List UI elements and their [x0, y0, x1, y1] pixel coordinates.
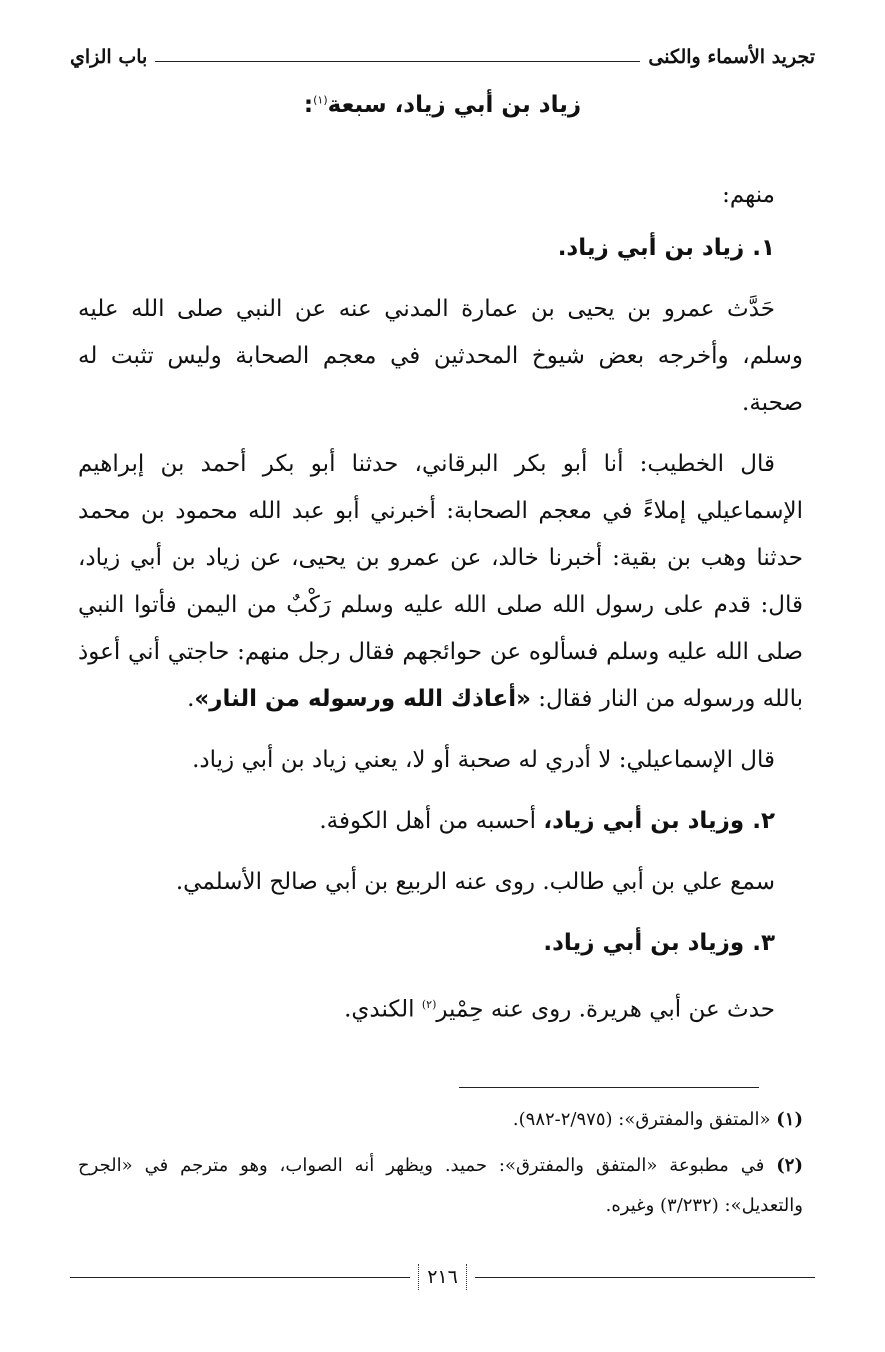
header-book-title: تجريد الأسماء والكنى: [648, 46, 815, 68]
footnote-1: [78, 1100, 803, 1140]
entry-1-paragraph-2-text: قال الخطيب: أنا أبو بكر البرقاني، حدثنا أبو بكر أحمد بن إبراهيم الإسماعيلي إملاءً في معجم الصحابة: أخبرني أبو عبد الله محمود بن محمد حدثنا وهب بن بقية: أخبرنا خالد، عن عمرو بن يحيى، عن زياد بن أبي زياد، قال: قدم على رسول الله صلى الله عليه وسلم رَكْبٌ من اليمن فأتوا النبي صلى الله عليه وسلم فسألوه عن حوائجهم فقال رجل منهم: حاجتي أني أعوذ بالله ورسوله من النار فقال:: [78, 451, 803, 712]
entry-3-paragraph-1: [78, 981, 803, 1034]
entry-2-heading-line: [78, 798, 803, 845]
page-number: ٢١٦: [418, 1264, 467, 1290]
footnote-marker-1[interactable]: (١): [313, 93, 328, 107]
running-header: [70, 40, 815, 74]
entry-1-paragraph-1: حَدَّث عمرو بن يحيى بن عمارة المدني عنه عن النبي صلى الله عليه وسلم، وأخرجه بعض شيوخ المحدثين في معجم الصحابة وليس تثبت له صحبة.: [78, 296, 803, 416]
entry-1-quote: «أعاذك الله ورسوله من النار»: [194, 686, 531, 712]
footnote-marker-2[interactable]: (٢): [421, 998, 437, 1011]
entry-3-paragraph-1-end: الكندي.: [344, 996, 422, 1023]
footnote-separator: [459, 1087, 759, 1088]
intro-line: منهم:: [722, 182, 775, 208]
entry-3-paragraph-1-text: حدث عن أبي هريرة. روى عنه حِمْير: [436, 996, 775, 1023]
footnote-1-text: «المتفق والمفترق»: (٢/٩٧٥-٩٨٢).: [512, 1109, 777, 1130]
entry-2-paragraph-1: سمع علي بن أبي طالب. روى عنه الربيع بن أبي صالح الأسلمي.: [175, 869, 775, 895]
entry-1-paragraph-2-end: .: [187, 686, 195, 712]
entry-1-paragraph-2: [78, 441, 803, 723]
entry-2-heading-rest: أحسبه من أهل الكوفة.: [319, 808, 544, 834]
footnote-2: [78, 1146, 803, 1226]
entry-1-heading: ١. زياد بن أبي زياد.: [557, 235, 775, 261]
section-title-colon: :: [303, 92, 314, 118]
header-chapter: باب الزاي: [70, 46, 148, 68]
section-title: [70, 92, 815, 118]
header-rule: [155, 61, 640, 62]
page-footer: [70, 1262, 815, 1292]
footnote-2-text: في مطبوعة «المتفق والمفترق»: حميد. ويظهر أنه الصواب، وهو مترجم في «الجرح والتعديل»: (٣/٢٣٢) وغيره.: [78, 1155, 803, 1216]
footnote-1-number: (١): [776, 1109, 803, 1130]
entry-2-heading: ٢. وزياد بن أبي زياد،: [543, 808, 775, 834]
body-text: [78, 172, 803, 1048]
footer-rule-right: [475, 1277, 815, 1278]
footer-rule-left: [70, 1277, 410, 1278]
footnote-2-number: (٢): [776, 1155, 803, 1176]
section-title-text: زياد بن أبي زياد، سبعة: [327, 92, 582, 118]
entry-3-heading: ٣. وزياد بن أبي زياد.: [543, 930, 775, 956]
footnotes: [78, 1100, 803, 1232]
entry-1-paragraph-3: قال الإسماعيلي: لا أدري له صحبة أو لا، يعني زياد بن أبي زياد.: [192, 747, 775, 773]
